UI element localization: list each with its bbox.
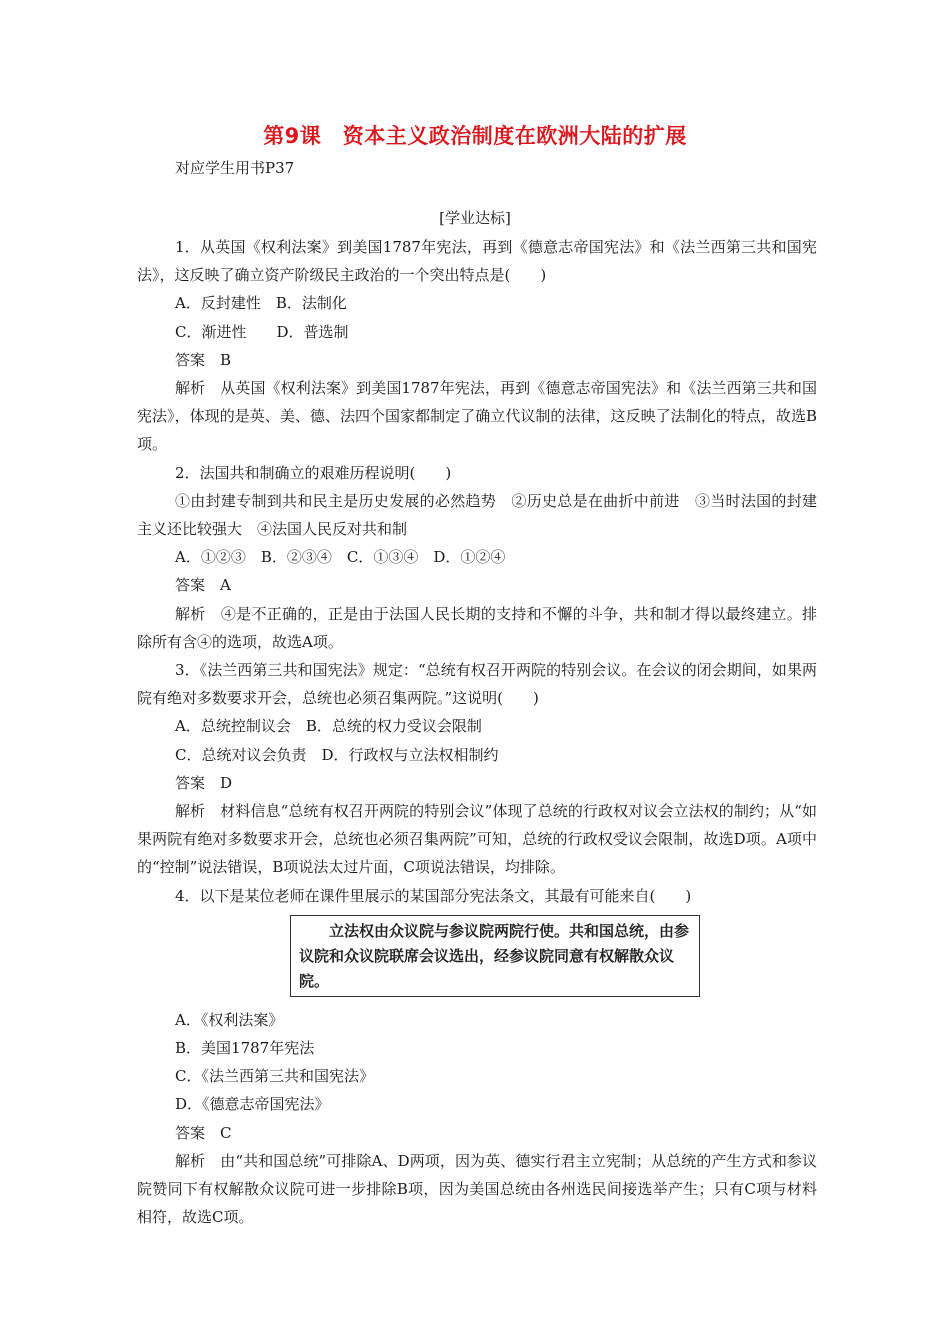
- q3-options-ab: A．总统控制议会 B．总统的权力受议会限制: [175, 717, 482, 736]
- q4-analysis: 解析 由“共和国总统”可排除A、D两项，因为英、德实行君主立宪制；从总统的产生方式和参议院赞同下有权解散众议院可进一步排除B项，因为美国总统由各州选民间接选举产生；只有C项与材料相符，故选C项。: [137, 1151, 817, 1227]
- book-page-reference: 对应学生用书P37: [175, 159, 295, 177]
- questions-body: [137, 233, 817, 1232]
- q3-analysis: 解析 材料信息“总统有权召开两院的特别会议”体现了总统的行政权对议会立法权的制约；从“如果两院有绝对多数要求开会，总统也必须召集两院”可知，总统的行政权受议会限制，故选D项。A项中的“控制”说法错误，B项说法太过片面，C项说法错误，均排除。: [137, 802, 817, 877]
- section-heading: [学业达标]: [439, 209, 511, 227]
- q4-option-c: C．《法兰西第三共和国宪法》: [175, 1067, 374, 1086]
- q1-answer: 答案 B: [175, 350, 232, 369]
- q3-options-cd: C．总统对议会负责 D．行政权与立法权相制约: [175, 745, 499, 764]
- lesson-title: 第9课 资本主义政治制度在欧洲大陆的扩展: [263, 124, 687, 148]
- q3-stem: 3．《法兰西第三共和国宪法》规定：“总统有权召开两院的特别会议。在会议的闭会期间，如果两院有绝对多数要求开会，总统也必须召集两院。”这说明( ): [137, 661, 817, 708]
- q1-options-ab: A．反封建性 B．法制化: [175, 294, 347, 313]
- q4-option-d: D．《德意志帝国宪法》: [175, 1095, 330, 1114]
- q2-stem: 2．法国共和制确立的艰难历程说明( ): [175, 463, 452, 482]
- q4-option-a: A．《权利法案》: [175, 1010, 284, 1029]
- constitution-excerpt-box: 立法权由众议院与参议院两院行使。共和国总统，由参议院和众议院联席会议选出，经参议院同意有权解散众议院。: [290, 915, 700, 997]
- q2-analysis: 解析 ④是不正确的，正是由于法国人民长期的支持和不懈的斗争，共和制才得以最终建立。排除所有含④的选项，故选A项。: [137, 604, 817, 651]
- q2-items: ①由封建专制到共和民主是历史发展的必然趋势 ②历史总是在曲折中前进 ③当时法国的封建主义还比较强大 ④法国人民反对共和制: [137, 491, 817, 539]
- q1-analysis: 解析 从英国《权利法案》到美国1787年宪法，再到《德意志帝国宪法》和《法兰西第三共和国宪法》，体现的是英、美、德、法四个国家都制定了确立代议制的法律，这反映了法制化的特点，故选B项。: [137, 379, 817, 454]
- q2-answer: 答案 A: [175, 576, 231, 595]
- q1-options-cd: C．渐进性 D．普选制: [175, 322, 349, 341]
- q2-options: A．①②③ B．②③④ C．①③④ D．①②④: [175, 548, 506, 567]
- q4-answer: 答案 C: [175, 1123, 232, 1142]
- q1-stem: 1．从英国《权利法案》到美国1787年宪法，再到《德意志帝国宪法》和《法兰西第三共和国宪法》，这反映了确立资产阶级民主政治的一个突出特点是( ): [137, 238, 817, 285]
- q3-answer: 答案 D: [175, 773, 233, 792]
- q4-stem: 4．以下是某位老师在课件里展示的某国部分宪法条文，其最有可能来自( ): [175, 886, 692, 905]
- q4-option-b: B．美国1787年宪法: [175, 1039, 315, 1058]
